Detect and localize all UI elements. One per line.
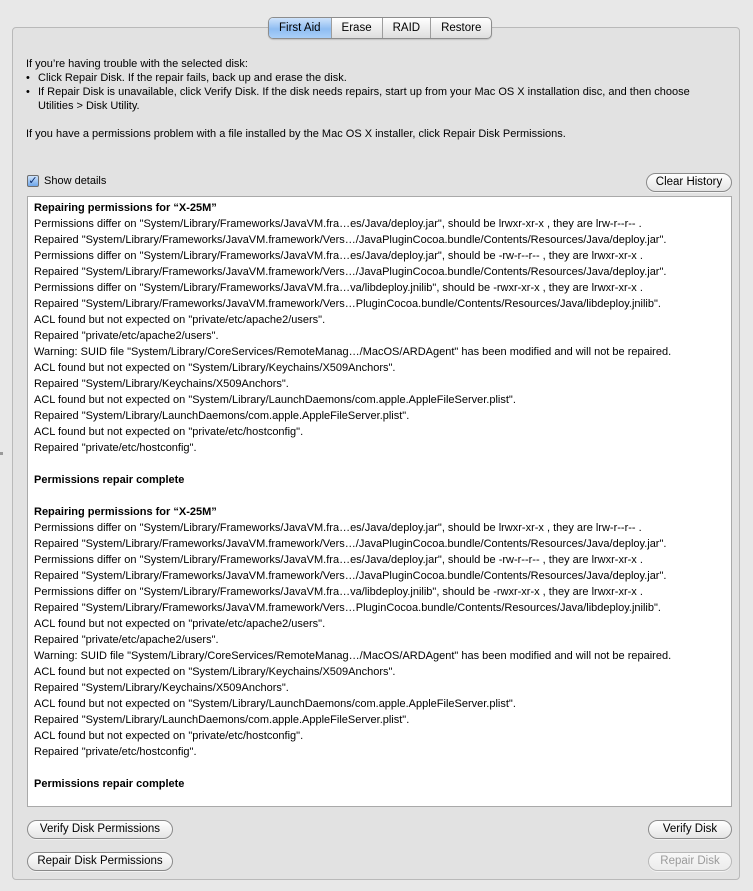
- log-line: Warning: SUID file "System/Library/CoreServices/RemoteManag…/MacOS/ARDAgent" has been modified and will not be repaired.: [34, 346, 672, 358]
- instruction-bullet-text: Click Repair Disk. If the repair fails, back up and erase the disk.: [38, 72, 347, 84]
- bullet-glyph: •: [26, 86, 30, 98]
- tab-bar: [268, 17, 492, 39]
- log-line: ACL found but not expected on "private/etc/apache2/users".: [34, 314, 326, 326]
- log-line: ACL found but not expected on "System/Library/LaunchDaemons/com.apple.AppleFileServer.plist".: [34, 394, 516, 406]
- window-edge-mark: [0, 452, 3, 455]
- instruction-bullet: [26, 85, 726, 113]
- instruction-bullet: [26, 71, 726, 85]
- log-line: Repaired "System/Library/Frameworks/JavaVM.framework/Vers…PluginCocoa.bundle/Contents/Resources/Java/libdeploy.jnilib".: [34, 298, 661, 310]
- log-line: Permissions differ on "System/Library/Frameworks/JavaVM.fra…es/Java/deploy.jar", should be lrwxr-xr-x , they are lrw-r--r-- .: [34, 522, 642, 534]
- log-line: Repaired "private/etc/apache2/users".: [34, 634, 219, 646]
- log-line: Repaired "private/etc/hostconfig".: [34, 746, 197, 758]
- log-line: Repaired "System/Library/LaunchDaemons/com.apple.AppleFileServer.plist".: [34, 714, 410, 726]
- details-log[interactable]: [27, 196, 732, 807]
- log-line: Permissions differ on "System/Library/Frameworks/JavaVM.fra…va/libdeploy.jnilib", should be -rwxr-xr-x , they are lrwxr-xr-x .: [34, 586, 643, 598]
- show-details-label[interactable]: Show details: [44, 175, 107, 187]
- permissions-hint: If you have a permissions problem with a file installed by the Mac OS X installer, click Repair Disk Permissions.: [26, 128, 566, 140]
- verify-disk-button[interactable]: Verify Disk: [648, 820, 732, 839]
- repair-disk-button: Repair Disk: [648, 852, 732, 871]
- log-line: Repaired "System/Library/LaunchDaemons/com.apple.AppleFileServer.plist".: [34, 410, 410, 422]
- log-heading: Repairing permissions for “X-25M”: [34, 202, 217, 214]
- log-line: Repaired "private/etc/hostconfig".: [34, 442, 197, 454]
- log-line: Repaired "System/Library/Frameworks/JavaVM.framework/Vers…PluginCocoa.bundle/Contents/Resources/Java/libdeploy.jnilib".: [34, 602, 661, 614]
- log-line: Permissions differ on "System/Library/Frameworks/JavaVM.fra…es/Java/deploy.jar", should be -rw-r--r-- , they are lrwxr-xr-x .: [34, 554, 643, 566]
- log-line: ACL found but not expected on "System/Library/LaunchDaemons/com.apple.AppleFileServer.plist".: [34, 698, 516, 710]
- checkmark-icon[interactable]: ✓: [28, 174, 38, 187]
- instructions-heading: If you’re having trouble with the selected disk:: [26, 58, 248, 70]
- log-line: [34, 488, 725, 504]
- log-line: Permissions differ on "System/Library/Frameworks/JavaVM.fra…es/Java/deploy.jar", should be -rw-r--r-- , they are lrwxr-xr-x .: [34, 250, 643, 262]
- log-heading: Permissions repair complete: [34, 778, 185, 790]
- tab-erase[interactable]: Erase: [332, 18, 383, 38]
- verify-disk-permissions-button[interactable]: Verify Disk Permissions: [27, 820, 173, 839]
- log-heading: Repairing permissions for “X-25M”: [34, 506, 217, 518]
- tab-raid[interactable]: RAID: [383, 18, 431, 38]
- log-line: ACL found but not expected on "System/Library/Keychains/X509Anchors".: [34, 362, 396, 374]
- clear-history-button[interactable]: Clear History: [646, 173, 732, 192]
- log-line: Repaired "System/Library/Frameworks/JavaVM.framework/Vers…/JavaPluginCocoa.bundle/Contents/Resources/Java/deploy.jar".: [34, 234, 667, 246]
- log-line: ACL found but not expected on "private/etc/hostconfig".: [34, 730, 304, 742]
- log-line: Repaired "System/Library/Frameworks/JavaVM.framework/Vers…/JavaPluginCocoa.bundle/Contents/Resources/Java/deploy.jar".: [34, 570, 667, 582]
- bullet-glyph: •: [26, 72, 30, 84]
- tab-restore[interactable]: Restore: [441, 22, 482, 34]
- log-line: Warning: SUID file "System/Library/CoreServices/RemoteManag…/MacOS/ARDAgent" has been modified and will not be repaired.: [34, 650, 672, 662]
- log-line: ACL found but not expected on "private/etc/hostconfig".: [34, 426, 304, 438]
- tab-first-aid[interactable]: First Aid: [269, 18, 332, 38]
- repair-disk-permissions-button[interactable]: Repair Disk Permissions: [27, 852, 173, 871]
- instructions: [26, 57, 726, 141]
- log-line: [34, 456, 725, 472]
- log-line: ACL found but not expected on "private/etc/apache2/users".: [34, 618, 326, 630]
- log-line: Repaired "private/etc/apache2/users".: [34, 330, 219, 342]
- log-line: Repaired "System/Library/Frameworks/JavaVM.framework/Vers…/JavaPluginCocoa.bundle/Contents/Resources/Java/deploy.jar".: [34, 538, 667, 550]
- log-line: Repaired "System/Library/Keychains/X509Anchors".: [34, 378, 289, 390]
- log-line: [34, 760, 725, 776]
- log-line: Permissions differ on "System/Library/Frameworks/JavaVM.fra…va/libdeploy.jnilib", should be -rwxr-xr-x , they are lrwxr-xr-x .: [34, 282, 643, 294]
- log-heading: Permissions repair complete: [34, 474, 185, 486]
- show-details-checkbox[interactable]: [27, 175, 106, 187]
- log-line: Repaired "System/Library/Frameworks/JavaVM.framework/Vers…/JavaPluginCocoa.bundle/Contents/Resources/Java/deploy.jar".: [34, 266, 667, 278]
- instruction-bullet-text: If Repair Disk is unavailable, click Verify Disk. If the disk needs repairs, start up from your Mac OS X installation disc, and then choose Utilities > Disk Utility.: [38, 86, 690, 112]
- log-line: Permissions differ on "System/Library/Frameworks/JavaVM.fra…es/Java/deploy.jar", should be lrwxr-xr-x , they are lrw-r--r-- .: [34, 218, 642, 230]
- log-line: Repaired "System/Library/Keychains/X509Anchors".: [34, 682, 289, 694]
- log-line: ACL found but not expected on "System/Library/Keychains/X509Anchors".: [34, 666, 396, 678]
